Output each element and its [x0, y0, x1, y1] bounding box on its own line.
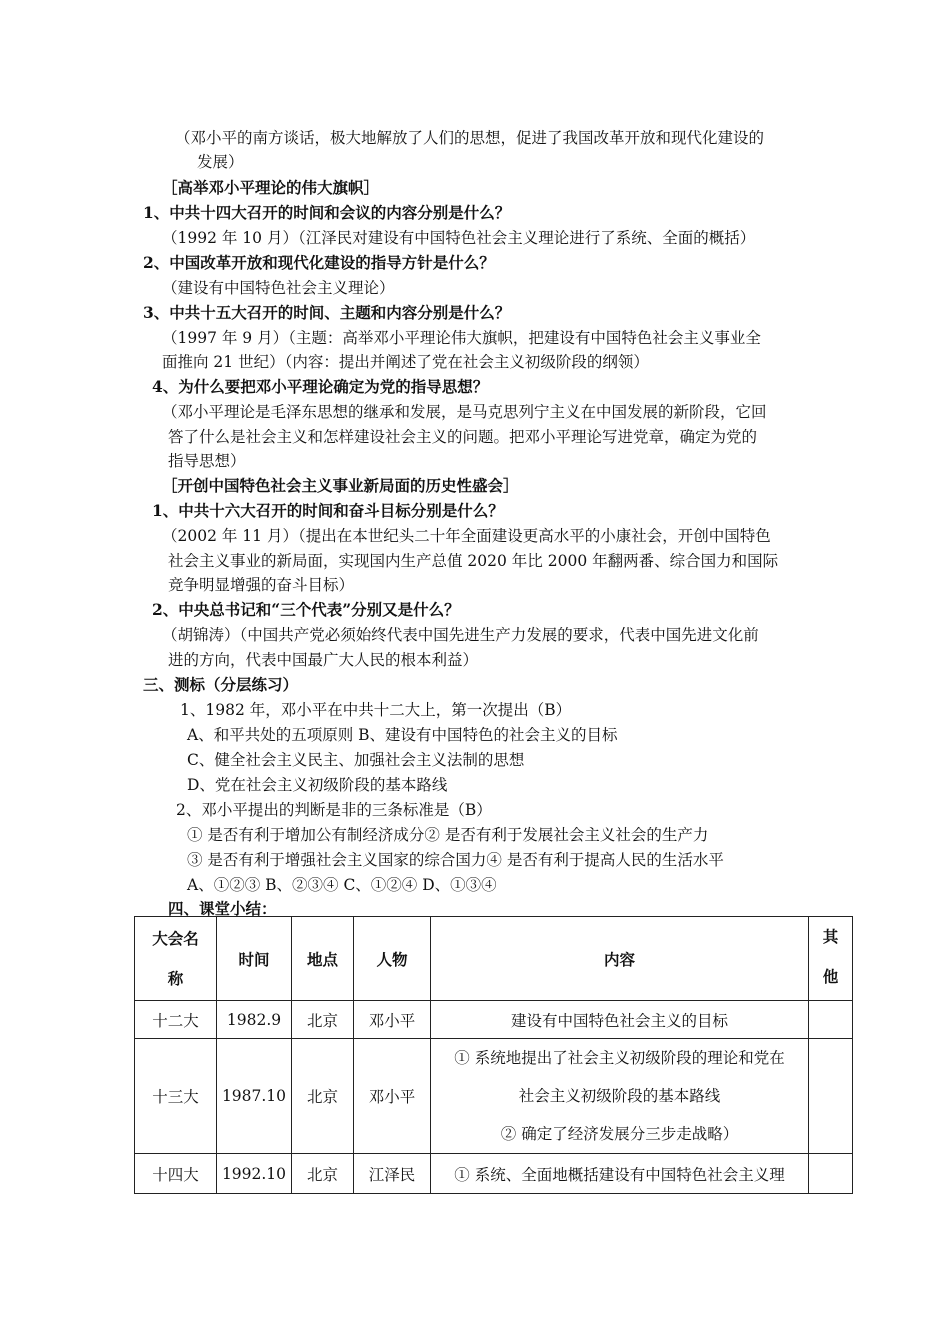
test-question-2-criteria-2: ③ 是否有利于增强社会主义国家的综合国力④ 是否有利于提高人民的生活水平 — [187, 851, 724, 869]
table-row — [135, 1154, 853, 1194]
answer-3-line-2: 面推向 21 世纪）（内容：提出并阐述了党在社会主义初级阶段的纲领） — [162, 353, 649, 371]
answer-5-line-2: 社会主义事业的新局面，实现国内生产总值 2020 年比 2000 年翻两番、综合国力和国际 — [168, 552, 779, 570]
answer-4-line-3: 指导思想） — [168, 452, 246, 470]
cell-time: 1982.9 — [217, 1001, 292, 1039]
cell-content: 建设有中国特色社会主义的目标 — [431, 1001, 809, 1039]
answer-4-line-2: 答了什么是社会主义和怎样建设社会主义的问题。把邓小平理论写进党章，确定为党的 — [168, 428, 758, 446]
section-four-heading: 四、课堂小结： — [168, 899, 277, 918]
cell-meeting-name: 十二大 — [135, 1001, 217, 1039]
table-row — [135, 1001, 853, 1039]
answer-5-line-3: 竞争明显增强的奋斗目标） — [168, 576, 355, 594]
test-question-1: 1、1982 年，邓小平在中共十二大上，第一次提出（B） — [180, 701, 572, 719]
cell-other — [809, 1154, 853, 1194]
header-place: 地点 — [292, 917, 354, 1001]
cell-person: 邓小平 — [354, 1039, 431, 1154]
cell-other — [809, 1039, 853, 1154]
intro-line-2: 发展） — [197, 153, 244, 171]
header-meeting-name: 大会名 称 — [135, 917, 217, 1001]
cell-meeting-name: 十三大 — [135, 1039, 217, 1154]
question-2: 2、中国改革开放和现代化建设的指导方针是什么？ — [143, 253, 495, 272]
cell-place: 北京 — [292, 1001, 354, 1039]
table-header-row — [135, 917, 853, 1001]
section-three-heading: 三、测标（分层练习） — [143, 675, 299, 694]
test-question-2-options: A、①②③ B、②③④ C、①②④ D、①③④ — [187, 876, 497, 894]
answer-5-line-1: （2002 年 11 月）（提出在本世纪头二十年全面建设更高水平的小康社会，开创中国特色 — [162, 527, 771, 545]
test-question-2-criteria-1: ① 是否有利于增加公有制经济成分② 是否有利于发展社会主义社会的生产力 — [187, 826, 709, 844]
header-other: 其 他 — [809, 917, 853, 1001]
answer-4-line-1: （邓小平理论是毛泽东思想的继承和发展，是马克思列宁主义在中国发展的新阶段，它回 — [162, 403, 767, 421]
header-person: 人物 — [354, 917, 431, 1001]
cell-time: 1987.10 — [217, 1039, 292, 1154]
content-line: ② 确定了经济发展分三步走战略） — [500, 1125, 739, 1143]
test-question-1-options-ab: A、和平共处的五项原则 B、建设有中国特色的社会主义的目标 — [187, 726, 618, 744]
content-line: ① 系统地提出了社会主义初级阶段的理论和党在 — [454, 1049, 785, 1067]
question-6: 2、中央总书记和“三个代表”分别又是什么？ — [152, 600, 460, 619]
question-5: 1、中共十六大召开的时间和奋斗目标分别是什么？ — [152, 501, 504, 520]
cell-meeting-name: 十四大 — [135, 1154, 217, 1194]
answer-1: （1992 年 10 月）（江泽民对建设有中国特色社会主义理论进行了系统、全面的概括） — [162, 229, 756, 247]
content-line: 社会主义初级阶段的基本路线 — [518, 1087, 721, 1105]
answer-6-line-1: （胡锦涛）（中国共产党必须始终代表中国先进生产力发展的要求，代表中国先进文化前 — [162, 626, 759, 644]
summary-table — [134, 916, 853, 1194]
cell-content — [431, 1039, 809, 1154]
header-time: 时间 — [217, 917, 292, 1001]
question-4: 4、为什么要把邓小平理论确定为党的指导思想？ — [152, 377, 489, 396]
answer-3-line-1: （1997 年 9 月）（主题：高举邓小平理论伟大旗帜，把建设有中国特色社会主义事业全 — [162, 329, 761, 347]
cell-other — [809, 1001, 853, 1039]
answer-6-line-2: 进的方向，代表中国最广大人民的根本利益） — [168, 651, 479, 669]
test-question-1-option-d: D、党在社会主义初级阶段的基本路线 — [187, 776, 448, 794]
section-heading-new-situation: ［开创中国特色社会主义事业新局面的历史性盛会］ — [162, 476, 519, 495]
cell-time: 1992.10 — [217, 1154, 292, 1194]
question-1: 1、中共十四大召开的时间和会议的内容分别是什么？ — [143, 203, 511, 222]
cell-place: 北京 — [292, 1154, 354, 1194]
header-content: 内容 — [431, 917, 809, 1001]
table-row — [135, 1039, 853, 1154]
cell-place: 北京 — [292, 1039, 354, 1154]
test-question-2: 2、邓小平提出的判断是非的三条标准是（B） — [176, 801, 492, 819]
cell-person: 江泽民 — [354, 1154, 431, 1194]
question-3: 3、中共十五大召开的时间、主题和内容分别是什么？ — [143, 303, 511, 322]
cell-person: 邓小平 — [354, 1001, 431, 1039]
intro-line-1: （邓小平的南方谈话，极大地解放了人们的思想，促进了我国改革开放和现代化建设的 — [175, 129, 765, 147]
cell-content: ① 系统、全面地概括建设有中国特色社会主义理 — [431, 1154, 809, 1194]
test-question-1-option-c: C、健全社会主义民主、加强社会主义法制的思想 — [187, 751, 525, 769]
answer-2: （建设有中国特色社会主义理论） — [162, 279, 395, 297]
section-heading-deng-theory: ［高举邓小平理论的伟大旗帜］ — [162, 178, 380, 197]
